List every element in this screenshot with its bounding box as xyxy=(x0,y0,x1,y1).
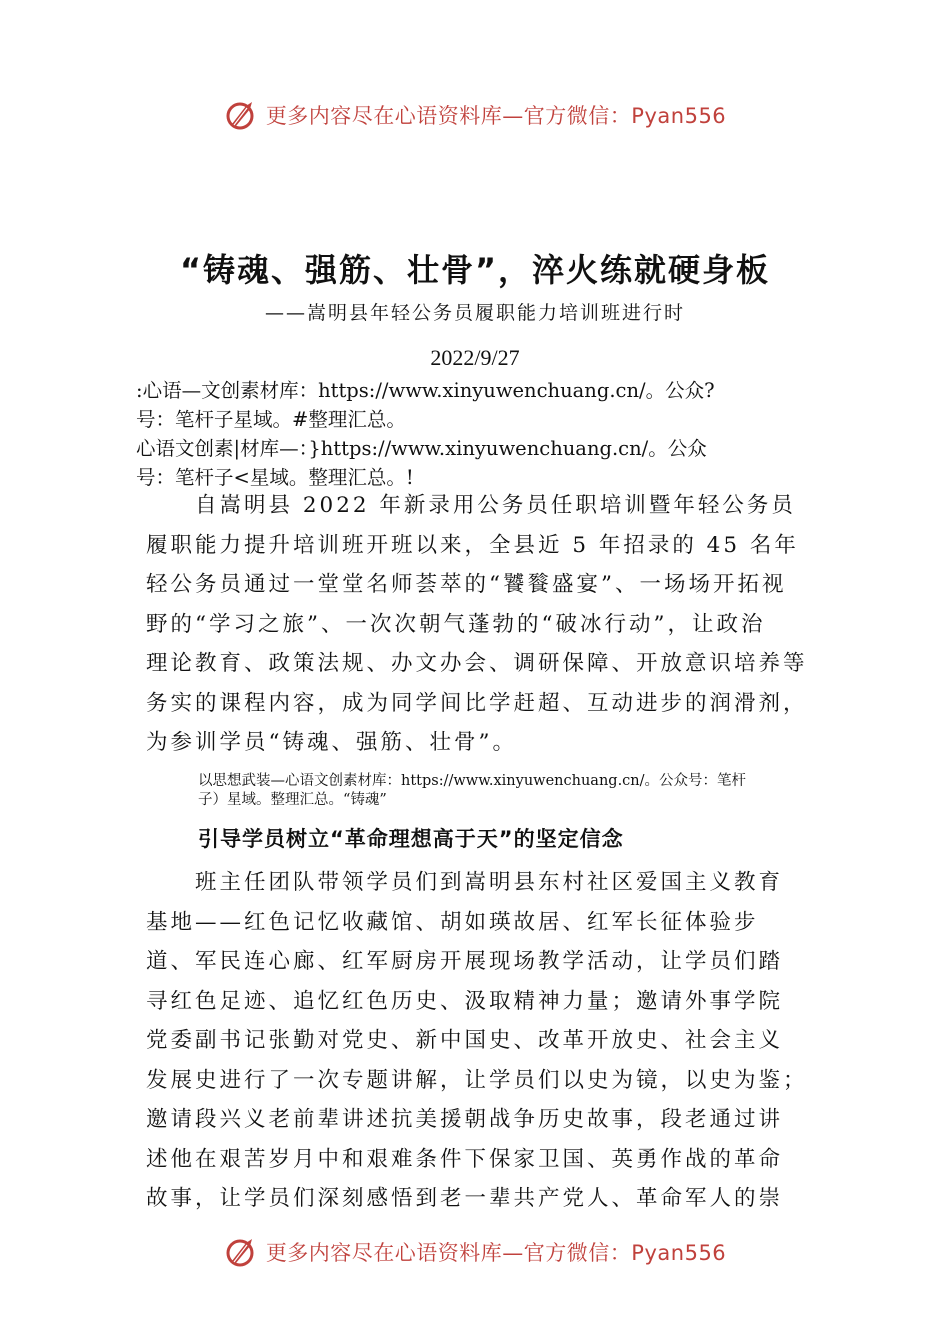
watermark-note xyxy=(136,434,836,492)
text-line: 故事，让学员们深刻感悟到老一辈共产党人、革命军人的崇 xyxy=(146,1186,784,1211)
watermark-note xyxy=(136,376,836,434)
text-line: 轻公务员通过一堂堂名师荟萃的“饕餮盛宴”、一场场开拓视 xyxy=(146,572,787,597)
text-line: 邀请段兴义老前辈讲述抗美援朝战争历史故事，段老通过讲 xyxy=(146,1107,784,1132)
paragraph-intro xyxy=(146,486,826,763)
note-line: 以思想武装—心语文创素材库：https://www.xinyuwenchuang.cn/。公众号：笔杆 xyxy=(198,773,747,789)
banner-text: 更多内容尽在心语资料库—官方微信：Pyan556 xyxy=(265,104,727,128)
header-banner xyxy=(0,95,950,135)
text-line: 履职能力提升培训班开班以来，全县近 5 年招录的 45 名年 xyxy=(146,532,799,558)
text-line: 基地——红色记忆收藏馆、胡如瑛故居、红军长征体验步 xyxy=(146,909,759,935)
note-line: :心语—文创素材库：https://www.xinyuwenchuang.cn/。公众? xyxy=(136,379,715,402)
pen-nib-logo-icon xyxy=(224,98,258,132)
pen-nib-logo-icon xyxy=(224,1235,258,1269)
banner-text: 更多内容尽在心语资料库—官方微信：Pyan556 xyxy=(265,1241,727,1265)
watermark-small-note xyxy=(198,772,838,810)
text-line: 自嵩明县 2022 年新录用公务员任职培训暨年轻公务员 xyxy=(146,493,796,518)
text-line: 为参训学员“铸魂、强筋、壮骨”。 xyxy=(146,730,517,755)
text-line: 党委副书记张勤对党史、新中国史、改革开放史、社会主义 xyxy=(146,1028,784,1053)
section-heading: 引导学员树立“革命理想高于天”的坚定信念 xyxy=(198,827,624,851)
text-line: 理论教育、政策法规、办文办会、调研保障、开放意识培养等 xyxy=(146,651,808,676)
document-title: “铸魂、强筋、壮骨”，淬火练就硬身板 xyxy=(179,251,771,289)
note-line: 心语文创素|材库—：}https://www.xinyuwenchuang.cn/。公众 xyxy=(136,437,707,460)
document-subtitle: ——嵩明县年轻公务员履职能力培训班进行时 xyxy=(264,302,685,324)
text-line: 述他在艰苦岁月中和艰难条件下保家卫国、英勇作战的革命 xyxy=(146,1146,784,1172)
text-line: 班主任团队带领学员们到嵩明县东村社区爱国主义教育 xyxy=(146,870,784,895)
text-line: 发展史进行了一次专题讲解，让学员们以史为镜，以史为鉴； xyxy=(146,1067,808,1093)
text-line: 务实的课程内容，成为同学间比学赶超、互动进步的润滑剂， xyxy=(146,690,808,716)
note-line: 号：笔杆子星域。#整理汇总。 xyxy=(136,408,406,431)
text-line: 寻红色足迹、追忆红色历史、汲取精神力量；邀请外事学院 xyxy=(146,988,784,1014)
text-line: 野的“学习之旅”、一次次朝气蓬勃的“破冰行动”，让政治 xyxy=(146,611,766,637)
paragraph-section xyxy=(146,863,826,1219)
note-line: 号：笔杆子<星域。整理汇总。! xyxy=(136,466,414,489)
footer-banner xyxy=(0,1232,950,1272)
note-line: 子）星域。整理汇总。“铸魂” xyxy=(198,792,387,808)
text-line: 道、军民连心廊、红军厨房开展现场教学活动，让学员们踏 xyxy=(146,949,784,974)
document-date: 2022/9/27 xyxy=(430,345,520,370)
